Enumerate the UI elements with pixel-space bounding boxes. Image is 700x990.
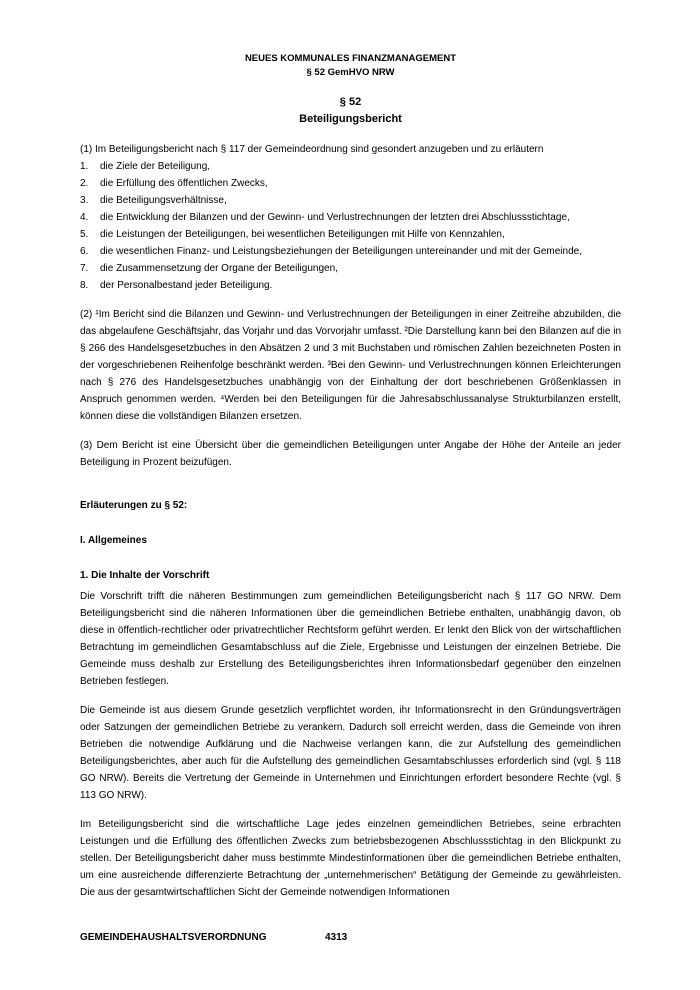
list-item-number: 4. (80, 212, 89, 223)
page-footer (80, 931, 621, 945)
commentary-heading: Erläuterungen zu § 52: (80, 500, 188, 511)
commentary-subheading-1: I. Allgemeines (80, 535, 147, 546)
list-item-text: die Leistungen der Beteiligungen, bei wesentlichen Beteiligungen mit Hilfe von Kennzahlen, (100, 229, 505, 240)
list-item-text: der Personalbestand jeder Beteiligung. (100, 280, 273, 291)
list-item (80, 192, 621, 209)
list-item-text: die Zusammensetzung der Organe der Beteiligungen, (100, 263, 338, 274)
list-item-text: die Ziele der Beteiligung, (100, 161, 211, 172)
list-item (80, 260, 621, 277)
list-item (80, 175, 621, 192)
document-header (80, 52, 621, 80)
statute-enumerated-list (80, 158, 621, 294)
list-item (80, 158, 621, 175)
list-item-number: 8. (80, 280, 89, 291)
section-title-block (80, 94, 621, 128)
statute-paragraph-1-intro: (1) Im Beteiligungsbericht nach § 117 der Gemeindeordnung sind gesondert anzugeben und zu erläutern (80, 144, 544, 155)
list-item-number: 5. (80, 229, 89, 240)
list-item (80, 226, 621, 243)
section-name: Beteiligungsbericht (299, 113, 402, 125)
section-number: § 52 (339, 96, 362, 108)
list-item-number: 2. (80, 178, 89, 189)
footer-page-number: 4313 (325, 932, 348, 943)
list-item (80, 209, 621, 226)
footer-label: GEMEINDEHAUSHALTSVERORDNUNG (80, 932, 267, 943)
document-header-line1: NEUES KOMMUNALES FINANZMANAGEMENT (244, 53, 457, 64)
list-item-text: die Beteiligungsverhältnisse, (100, 195, 227, 206)
list-item (80, 277, 621, 294)
commentary-paragraph: Die Gemeinde ist aus diesem Grunde gesetzlich verpflichtet worden, ihr Informationsrecht in den Gründungsverträgen oder Satzungen der gemeindlichen Betriebe zu verankern. Dadurch soll erreicht werden, dass die Gemeinde von ihren Betrieben die notwendige Aufklärung und die Nachweise verlangen kann, die zur Aufstellung des gemeindlichen Beteiligungsberichtes, aber auch für die Aufstellung des gemeindlichen Gesamtabschlusses erforderlich sind (vgl. § 118 GO NRW). Bereits die Vertretung der Gemeinde in Unternehmen und Einrichtungen erfordert besondere Rechte (vgl. § 113 GO NRW). (80, 705, 621, 801)
commentary-paragraph: Im Beteiligungsbericht sind die wirtschaftliche Lage jedes einzelnen gemeindlichen Betriebes, seine erbrachten Leistungen und die Erfüllung des öffentlichen Zwecks zum betriebsbezogenen Abschlussstichtag in den Blickpunkt zu stellen. Der Beteiligungsbericht daher muss bestimmte Mindestinformationen über die gemeindlichen Betriebe enthalten, um eine ausreichende differenzierte Betrachtung der „unternehmerischen“ Betätigung der Gemeinde zu gewährleisten. Die aus der gesamtwirtschaftlichen Sicht der Gemeinde notwendigen Informationen (80, 819, 621, 898)
list-item (80, 243, 621, 260)
list-item-text: die wesentlichen Finanz- und Leistungsbeziehungen der Beteiligungen untereinander und mit der Gemeinde, (100, 246, 582, 257)
list-item-text: die Entwicklung der Bilanzen und der Gewinn- und Verlustrechnungen der letzten drei Abschlussstichtage, (100, 212, 570, 223)
list-item-number: 7. (80, 263, 89, 274)
list-item-text: die Erfüllung des öffentlichen Zwecks, (100, 178, 268, 189)
list-item-number: 6. (80, 246, 89, 257)
document-header-line2: § 52 GemHVO NRW (306, 67, 395, 78)
list-item-number: 3. (80, 195, 89, 206)
commentary-subheading-2: 1. Die Inhalte der Vorschrift (80, 570, 210, 581)
page-content (80, 52, 621, 901)
statute-paragraph-3: (3) Dem Bericht ist eine Übersicht über die gemeindlichen Beteiligungen unter Angabe der Höhe der Anteile an jeder Beteiligung in Prozent beizufügen. (80, 440, 621, 468)
statute-paragraph-2: (2) ¹Im Bericht sind die Bilanzen und Gewinn- und Verlustrechnungen der Beteiligungen in einer Zeitreihe abzubilden, die das abgelaufene Geschäftsjahr, das Vorjahr und das Vorvorjahr umfasst. ²Die Darstellung kann bei den Bilanzen auf die in § 266 des Handelsgesetzbuches in den Absätzen 2 und 3 mit Buchstaben und römischen Zahlen bezeichneten Posten in der vorgeschriebenen Reihenfolge beschränkt werden. ³Bei den Gewinn- und Verlustrechnungen können Erleichterungen nach § 276 des Handelsgesetzbuches unabhängig von der Einhaltung der dort beschriebenen Größenklassen in Anspruch genommen werden. ⁴Werden bei den Beteiligungen für die Jahresabschlussanalyse Strukturbilanzen erstellt, können diese die vollständigen Bilanzen ersetzen. (80, 309, 621, 422)
list-item-number: 1. (80, 161, 89, 172)
commentary-paragraph: Die Vorschrift trifft die näheren Bestimmungen zum gemeindlichen Beteiligungsbericht nach § 117 GO NRW. Dem Beteiligungsbericht sind die näheren Informationen über die gemeindlichen Betriebe enthalten, unabhängig davon, ob diese in öffentlich-rechtlicher oder privatrechtlicher Rechtsform geführt werden. Er lenkt den Blick von der wirtschaftlichen Betrachtung im gemeindlichen Gesamtabschluss auf die Ziele, Ergebnisse und Leistungen der einzelnen Betriebe. Die Gemeinde muss deshalb zur Erstellung des Beteiligungsberichtes ihren Informationsbedarf gegenüber den einzelnen Betrieben festlegen. (80, 591, 621, 687)
